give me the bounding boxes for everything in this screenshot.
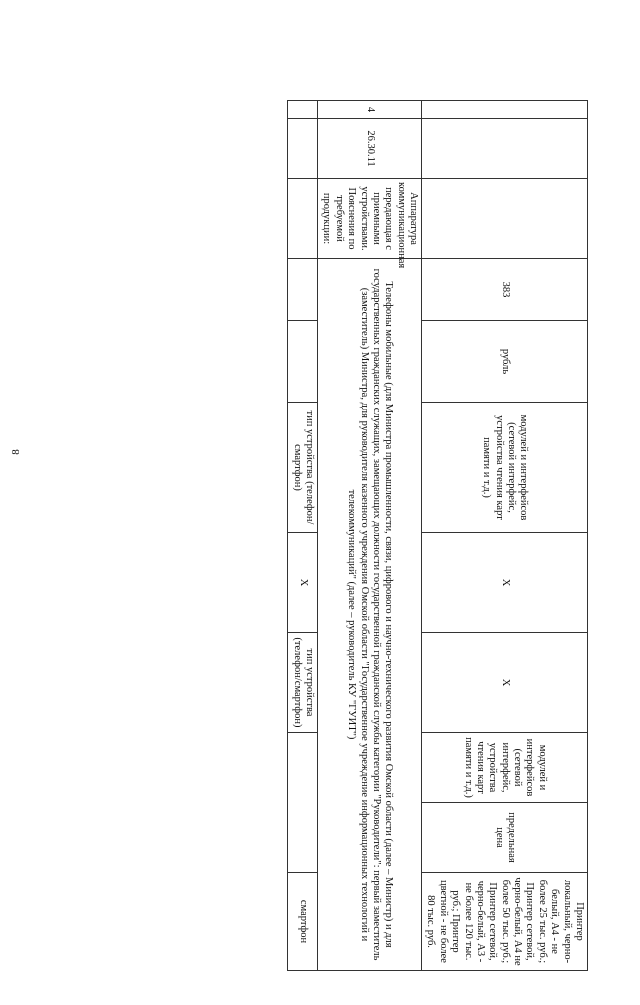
- characteristic-text-1: модулей и интерфейсов (сетевой интерфейс, устройства чтения карт памяти и т.д.): [422, 403, 588, 533]
- mark-2: X: [422, 633, 588, 733]
- phone-mark: X: [288, 533, 318, 633]
- phone-value: смартфон: [288, 873, 318, 971]
- product-name: Аппаратура коммуникационная передающая с приемными устройствами. Пояснения по требуемой продукции:: [318, 179, 422, 259]
- document-sheet: [0, 100, 588, 1005]
- row-number: 4: [318, 101, 422, 119]
- okei-code: 383: [422, 259, 588, 321]
- phones-description-row: [318, 101, 422, 971]
- phones-row: [288, 101, 318, 971]
- characteristic-text-2: модулей и интерфейсов (сетевой интерфейс, устройства чтения карт памяти и т.д.): [422, 733, 588, 803]
- phones-description: Телефоны мобильные (для Министра промышленности, связи, цифрового и научно-технического развития Омской области (далее – Министр) и для государственных гражданских служащих, замещающих должности государственной гражданской службы категории "Руководители": первый заместитель (заместитель) Министра, для руководителя казенного учреждения Омской области "Государственное учреждение информационных технологий и телекоммуникаций" (далее – руководитель КУ "ГУИТ"): [318, 259, 422, 971]
- previous-row: [422, 101, 588, 971]
- page-number: 8: [9, 449, 22, 455]
- phone-characteristic-1: тип устройства (телефон/смартфон): [288, 403, 318, 533]
- mark-1: X: [422, 533, 588, 633]
- okpd-code: 26.30.11: [318, 119, 422, 179]
- rotated-page: [0, 100, 588, 1005]
- phone-characteristic-2: тип устройства (телефон/смартфон): [288, 633, 318, 733]
- printer-values: Принтер локальный, черно-белый, А4 - не более 25 тыс. руб.; Принтер сетевой, черно-белый, А4 не более 50 тыс. руб.; Принтер сетевой, черно-белый, А3 - не более 120 тыс. руб.; Принтер цветной - не более 80 тыс. руб.: [422, 873, 588, 971]
- price-label: предельная цена: [422, 803, 588, 873]
- norms-table: [287, 100, 588, 971]
- unit-name: рубль: [422, 321, 588, 403]
